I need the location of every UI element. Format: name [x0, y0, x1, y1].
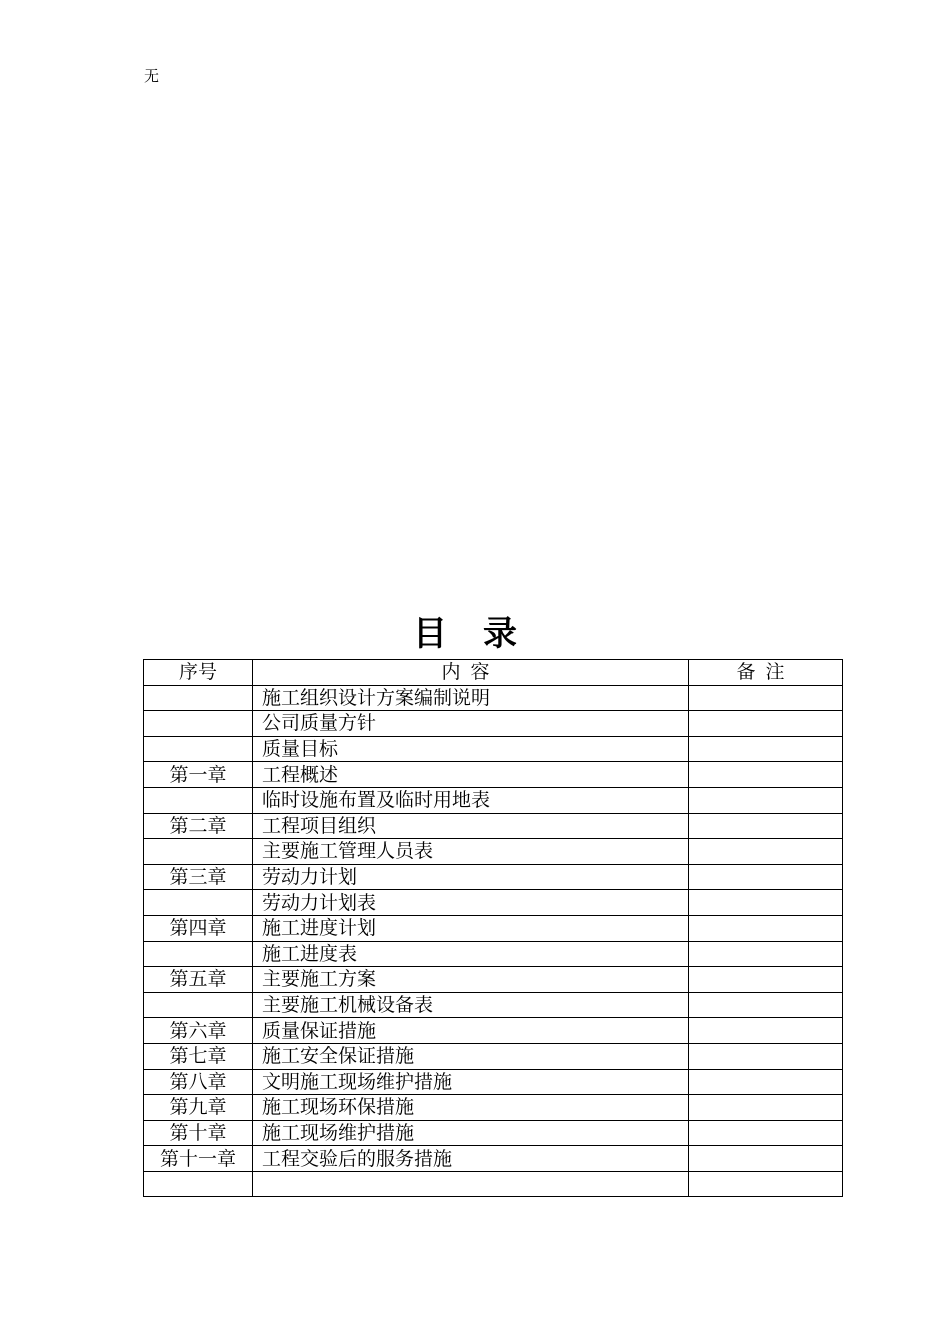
row-note — [689, 1095, 843, 1121]
row-content: 质量目标 — [253, 736, 689, 762]
row-seq: 第一章 — [144, 762, 253, 788]
row-content: 施工组织设计方案编制说明 — [253, 685, 689, 711]
row-content: 工程概述 — [253, 762, 689, 788]
table-row — [144, 839, 843, 865]
row-seq — [144, 839, 253, 865]
row-seq: 第三章 — [144, 864, 253, 890]
row-seq: 第五章 — [144, 967, 253, 993]
table-row — [144, 1069, 843, 1095]
toc-body — [144, 685, 843, 1197]
toc-header-row — [144, 660, 843, 686]
toc-title: 目录 — [413, 614, 553, 654]
row-content: 施工现场维护措施 — [253, 1120, 689, 1146]
row-note — [689, 1018, 843, 1044]
header-note-col: 备注 — [689, 660, 843, 686]
row-seq — [144, 992, 253, 1018]
row-note — [689, 762, 843, 788]
row-content: 施工进度计划 — [253, 915, 689, 941]
row-seq: 第六章 — [144, 1018, 253, 1044]
table-row — [144, 890, 843, 916]
row-seq — [144, 1171, 253, 1197]
row-note — [689, 967, 843, 993]
row-note — [689, 992, 843, 1018]
table-row — [144, 762, 843, 788]
header-note: 无 — [144, 67, 160, 85]
row-seq — [144, 890, 253, 916]
row-content: 临时设施布置及临时用地表 — [253, 787, 689, 813]
table-row — [144, 736, 843, 762]
header-seq: 序号 — [144, 660, 253, 686]
table-row — [144, 992, 843, 1018]
row-seq — [144, 787, 253, 813]
table-row — [144, 1146, 843, 1172]
header-content: 内容 — [253, 660, 689, 686]
row-content: 劳动力计划 — [253, 864, 689, 890]
row-note — [689, 915, 843, 941]
row-seq: 第八章 — [144, 1069, 253, 1095]
row-note — [689, 890, 843, 916]
row-content: 施工进度表 — [253, 941, 689, 967]
row-seq — [144, 711, 253, 737]
row-content: 公司质量方针 — [253, 711, 689, 737]
row-content: 劳动力计划表 — [253, 890, 689, 916]
row-seq: 第九章 — [144, 1095, 253, 1121]
table-row — [144, 941, 843, 967]
row-seq: 第二章 — [144, 813, 253, 839]
table-row — [144, 915, 843, 941]
row-content: 工程项目组织 — [253, 813, 689, 839]
row-seq: 第十章 — [144, 1120, 253, 1146]
table-row — [144, 813, 843, 839]
row-seq — [144, 941, 253, 967]
row-seq: 第七章 — [144, 1043, 253, 1069]
table-row — [144, 1018, 843, 1044]
row-note — [689, 736, 843, 762]
row-content — [253, 1171, 689, 1197]
row-note — [689, 1069, 843, 1095]
table-row — [144, 1043, 843, 1069]
table-row — [144, 967, 843, 993]
row-note — [689, 1146, 843, 1172]
row-content: 工程交验后的服务措施 — [253, 1146, 689, 1172]
row-content: 施工安全保证措施 — [253, 1043, 689, 1069]
row-note — [689, 1120, 843, 1146]
row-content: 文明施工现场维护措施 — [253, 1069, 689, 1095]
table-row — [144, 1171, 843, 1197]
row-note — [689, 813, 843, 839]
row-seq: 第四章 — [144, 915, 253, 941]
row-note — [689, 1171, 843, 1197]
row-content: 施工现场环保措施 — [253, 1095, 689, 1121]
row-note — [689, 787, 843, 813]
row-note — [689, 839, 843, 865]
row-content: 主要施工机械设备表 — [253, 992, 689, 1018]
row-seq — [144, 736, 253, 762]
row-note — [689, 941, 843, 967]
row-note — [689, 711, 843, 737]
table-row — [144, 864, 843, 890]
row-seq: 第十一章 — [144, 1146, 253, 1172]
row-content: 质量保证措施 — [253, 1018, 689, 1044]
row-note — [689, 864, 843, 890]
table-row — [144, 1120, 843, 1146]
row-note — [689, 685, 843, 711]
table-row — [144, 787, 843, 813]
row-content: 主要施工方案 — [253, 967, 689, 993]
table-row — [144, 711, 843, 737]
toc-table — [143, 659, 843, 1197]
table-row — [144, 685, 843, 711]
row-content: 主要施工管理人员表 — [253, 839, 689, 865]
row-note — [689, 1043, 843, 1069]
row-seq — [144, 685, 253, 711]
table-row — [144, 1095, 843, 1121]
